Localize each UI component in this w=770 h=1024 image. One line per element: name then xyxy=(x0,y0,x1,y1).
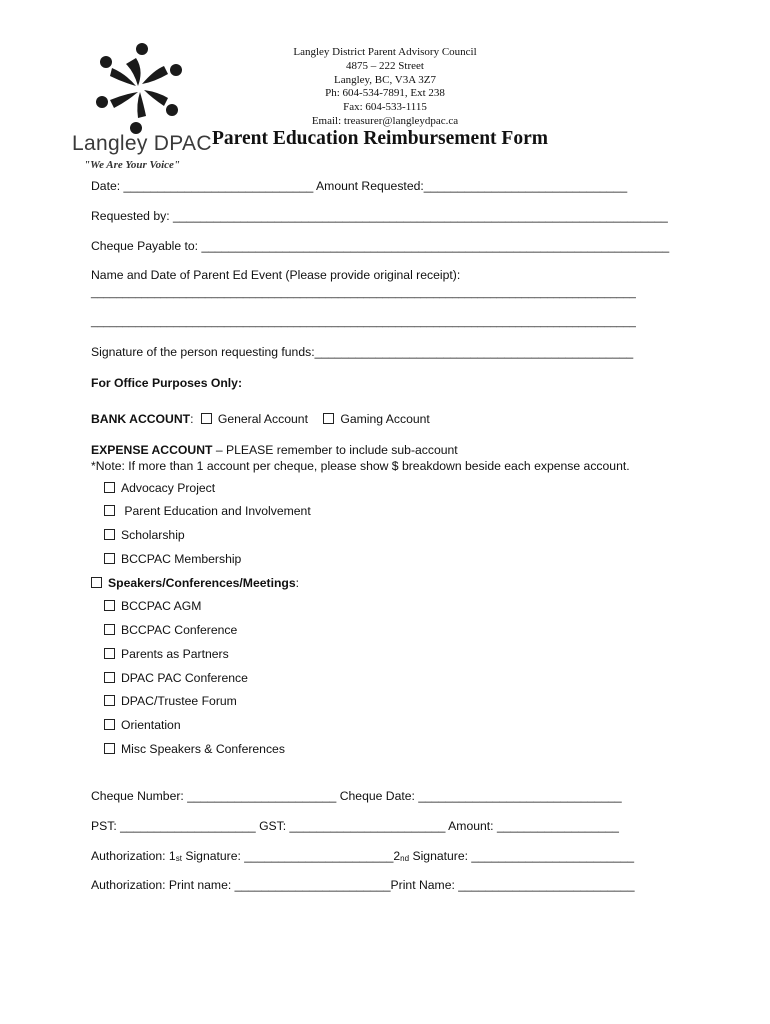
account-item-label: Advocacy Project xyxy=(121,481,216,495)
general-account-label: General Account xyxy=(217,412,308,426)
bccpac-agm-checkbox[interactable] xyxy=(104,600,115,611)
print-name-field-2[interactable]: Print Name: __________________________ xyxy=(390,878,635,892)
expense-note: *Note: If more than 1 account per cheque, please show $ breakdown beside each expense account. xyxy=(91,459,630,473)
tax-row xyxy=(91,819,619,833)
parent-education-checkbox[interactable] xyxy=(104,505,115,516)
bank-account-row xyxy=(91,412,430,426)
speaker-item-label: Misc Speakers & Conferences xyxy=(121,742,285,756)
org-street: 4875 – 222 Street xyxy=(346,59,424,72)
bank-account-label: BANK ACCOUNT xyxy=(91,412,191,426)
speaker-item xyxy=(104,623,237,637)
authorization-print-row xyxy=(91,878,634,892)
bccpac-conference-checkbox[interactable] xyxy=(104,624,115,635)
speaker-item-label: BCCPAC Conference xyxy=(121,623,238,637)
form-title: Parent Education Reimbursement Form xyxy=(212,128,548,149)
speaker-item xyxy=(104,647,229,661)
second-signature-label: 2 xyxy=(393,849,401,863)
expense-account-row xyxy=(91,443,458,457)
people-circle-icon xyxy=(92,40,188,136)
org-phone: Ph: 604-534-7891, Ext 238 xyxy=(325,87,445,100)
authorization-signature-row xyxy=(91,849,634,863)
speaker-item-label: Parents as Partners xyxy=(121,647,229,661)
speakers-row xyxy=(91,576,299,590)
event-line-2[interactable]: ______________________________________________________________________________________ xyxy=(91,316,636,328)
amount-requested-field[interactable]: Amount Requested:______________________________ xyxy=(316,179,628,193)
cheque-payable-field[interactable]: Cheque Payable to: _____________________________________________________________________ xyxy=(91,239,670,253)
speakers-colon: : xyxy=(295,576,300,590)
speaker-item xyxy=(104,599,201,613)
cheque-row xyxy=(91,789,622,803)
account-item xyxy=(104,481,215,495)
scholarship-checkbox[interactable] xyxy=(104,529,115,540)
date-field[interactable]: Date: ____________________________ xyxy=(91,179,314,193)
account-item xyxy=(104,504,311,518)
advocacy-checkbox[interactable] xyxy=(104,482,115,493)
print-name-field-1[interactable]: Authorization: Print name: _______________________ xyxy=(91,878,391,892)
logo-name: Langley DPAC xyxy=(72,132,212,155)
first-signature-label: Authorization: 1 xyxy=(91,849,176,863)
account-item-label: BCCPAC Membership xyxy=(121,552,242,566)
event-label: Name and Date of Parent Ed Event (Please provide original receipt): xyxy=(91,268,461,282)
gaming-account-checkbox[interactable] xyxy=(323,413,334,424)
second-signature-field[interactable] xyxy=(393,849,634,863)
cheque-number-field[interactable]: Cheque Number: ______________________ xyxy=(91,789,337,803)
misc-speakers-checkbox[interactable] xyxy=(104,743,115,754)
speaker-item-label: DPAC PAC Conference xyxy=(121,671,248,685)
account-item-label: Scholarship xyxy=(121,528,185,542)
speaker-item xyxy=(104,718,181,732)
speaker-item-label: DPAC/Trustee Forum xyxy=(121,694,237,708)
event-line-1[interactable]: ______________________________________________________________________________________ xyxy=(91,287,636,299)
second-signature-sup: nd xyxy=(400,854,410,863)
speaker-item xyxy=(104,671,248,685)
speaker-item-label: BCCPAC AGM xyxy=(121,599,202,613)
gaming-account-label: Gaming Account xyxy=(340,412,430,426)
org-city: Langley, BC, V3A 3Z7 xyxy=(333,73,437,86)
account-item-label: Parent Education and Involvement xyxy=(121,504,311,518)
bccpac-membership-checkbox[interactable] xyxy=(104,553,115,564)
speakers-checkbox[interactable] xyxy=(91,577,102,588)
signature-field[interactable]: Signature of the person requesting funds:_______________________________________________ xyxy=(91,345,634,359)
logo-tagline: "We Are Your Voice" xyxy=(84,159,181,171)
org-email: Email: treasurer@langleydpac.ca xyxy=(311,114,459,127)
speaker-item-label: Orientation xyxy=(121,718,181,732)
org-name: Langley District Parent Advisory Council xyxy=(293,46,477,58)
office-heading: For Office Purposes Only: xyxy=(91,376,243,390)
expense-account-text: – PLEASE remember to include sub-account xyxy=(212,443,458,457)
parents-as-partners-checkbox[interactable] xyxy=(104,648,115,659)
org-fax: Fax: 604-533-1115 xyxy=(343,101,427,114)
dpac-logo xyxy=(70,40,210,175)
dpac-trustee-forum-checkbox[interactable] xyxy=(104,695,115,706)
first-signature-line: Signature: ______________________ xyxy=(181,849,394,863)
pst-field[interactable]: PST: ____________________ xyxy=(91,819,256,833)
speakers-label: Speakers/Conferences/Meetings xyxy=(108,576,296,590)
bank-account-colon: : xyxy=(190,412,194,426)
amount-field[interactable]: Amount: __________________ xyxy=(448,819,619,833)
expense-account-label: EXPENSE ACCOUNT xyxy=(91,443,213,457)
cheque-date-field[interactable]: Cheque Date: ______________________________ xyxy=(339,789,622,803)
gst-field[interactable]: GST: _______________________ xyxy=(259,819,446,833)
orientation-checkbox[interactable] xyxy=(104,719,115,730)
requested-by-field[interactable]: Requested by: _________________________________________________________________________ xyxy=(91,209,668,223)
date-row xyxy=(91,179,627,193)
general-account-checkbox[interactable] xyxy=(201,413,212,424)
account-item xyxy=(104,552,241,566)
second-signature-line: Signature: ________________________ xyxy=(409,849,635,863)
org-address-block xyxy=(250,46,520,129)
first-signature-field[interactable] xyxy=(91,849,393,863)
dpac-pac-conference-checkbox[interactable] xyxy=(104,672,115,683)
speaker-item xyxy=(104,742,285,756)
speaker-item xyxy=(104,694,237,708)
account-item xyxy=(104,528,185,542)
first-signature-sup: st xyxy=(175,854,182,863)
